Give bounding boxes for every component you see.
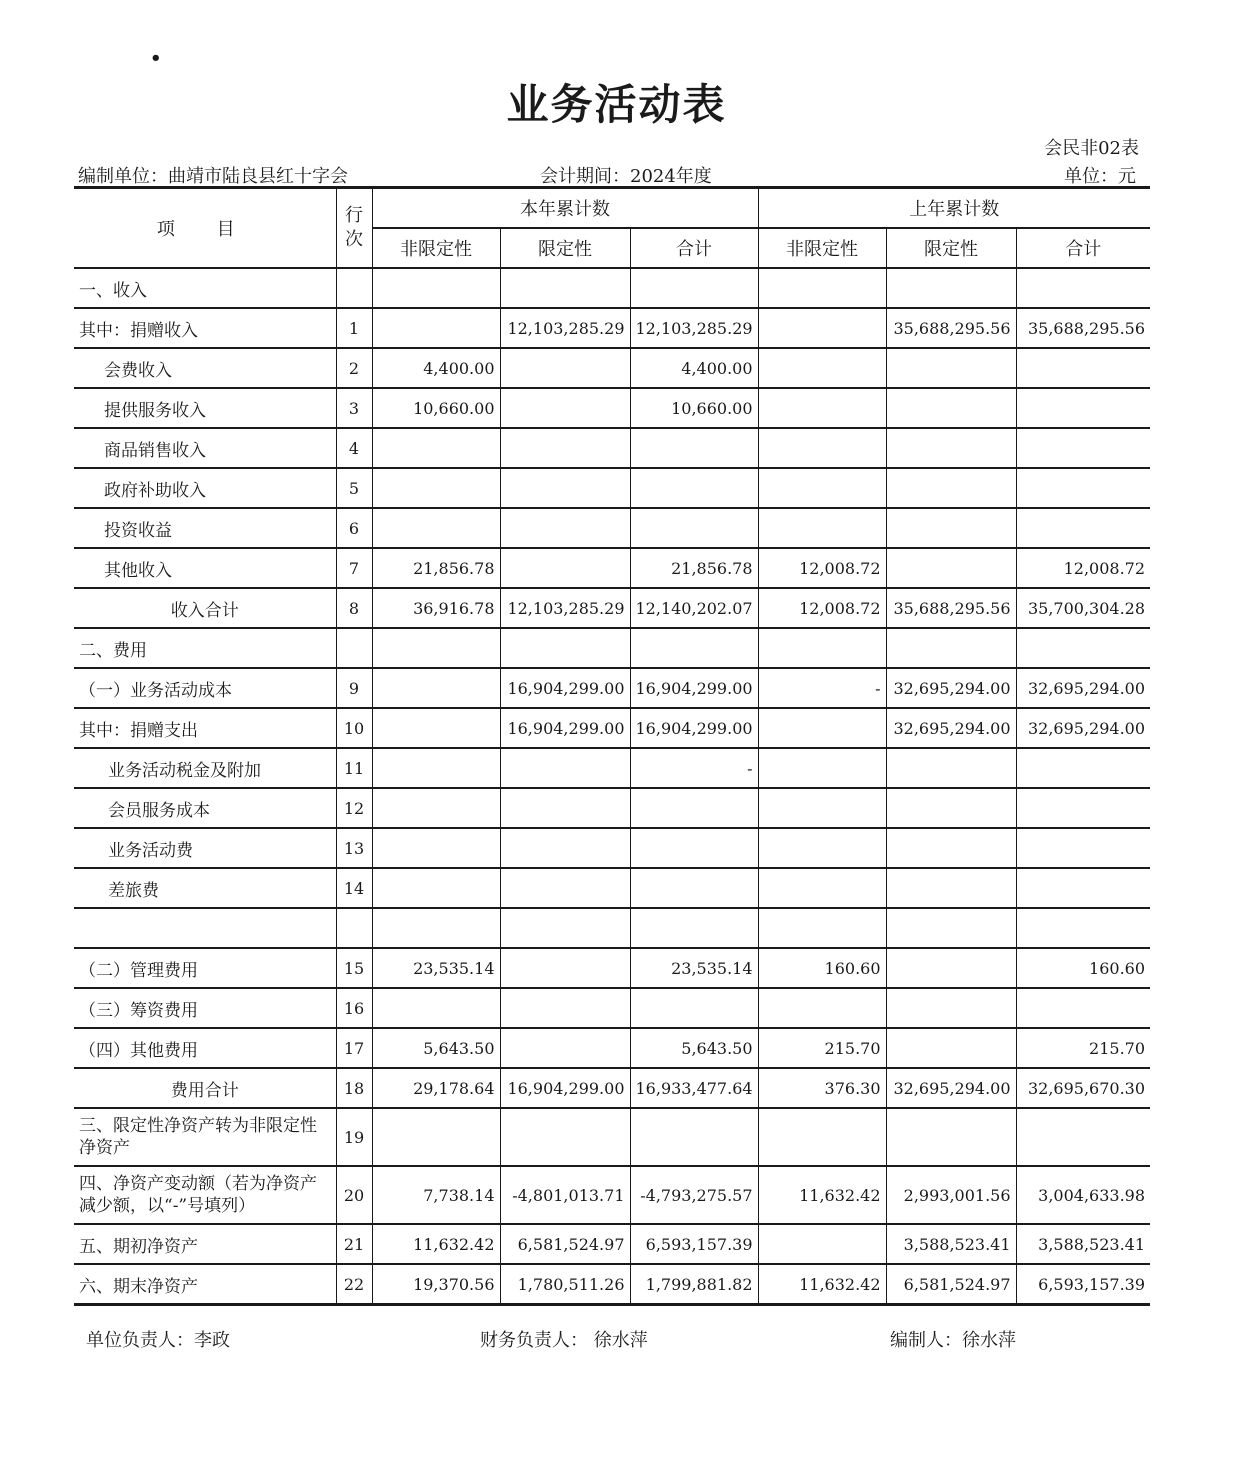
table-row [74, 348, 1150, 388]
cell-current-restricted: -4,801,013.71 [500, 1166, 630, 1224]
table-row [74, 788, 1150, 828]
cell-previous-restricted: 32,695,294.00 [886, 668, 1016, 708]
signature-footer [86, 1326, 1046, 1352]
row-item-label: 其他收入 [74, 548, 336, 588]
table-row [74, 988, 1150, 1028]
cell-previous-total [1016, 628, 1150, 668]
cell-current-total [630, 428, 758, 468]
cell-current-unrestricted: 36,916.78 [372, 588, 500, 628]
cell-previous-restricted [886, 788, 1016, 828]
cell-previous-unrestricted: 11,632.42 [758, 1166, 886, 1224]
cell-current-total [630, 468, 758, 508]
cell-current-total: 21,856.78 [630, 548, 758, 588]
row-item-label: （一）业务活动成本 [74, 668, 336, 708]
table-row [74, 428, 1150, 468]
table-row [74, 708, 1150, 748]
table-row [74, 268, 1150, 308]
cell-current-restricted [500, 1028, 630, 1068]
cell-current-total [630, 268, 758, 308]
row-line-no: 4 [336, 428, 372, 468]
cell-current-restricted [500, 828, 630, 868]
cell-previous-unrestricted [758, 268, 886, 308]
row-item-label: 差旅费 [74, 868, 336, 908]
header-current-year: 本年累计数 [372, 188, 758, 229]
row-line-no: 12 [336, 788, 372, 828]
cell-current-unrestricted: 29,178.64 [372, 1068, 500, 1108]
cell-current-unrestricted [372, 1108, 500, 1166]
header-line-no: 行次 [336, 188, 372, 269]
cell-previous-unrestricted: 11,632.42 [758, 1264, 886, 1305]
cell-current-unrestricted [372, 508, 500, 548]
business-activity-table [74, 186, 1150, 1306]
table-row [74, 508, 1150, 548]
cell-current-unrestricted [372, 628, 500, 668]
finance-head: 财务负责人： 徐水萍 [480, 1330, 648, 1351]
cell-current-total: 1,799,881.82 [630, 1264, 758, 1305]
cell-current-unrestricted: 19,370.56 [372, 1264, 500, 1305]
table-row [74, 1108, 1150, 1166]
header-current-restricted: 限定性 [500, 228, 630, 268]
cell-previous-restricted [886, 1108, 1016, 1166]
cell-previous-restricted: 32,695,294.00 [886, 1068, 1016, 1108]
cell-previous-restricted: 32,695,294.00 [886, 708, 1016, 748]
row-line-no: 19 [336, 1108, 372, 1166]
cell-current-unrestricted: 10,660.00 [372, 388, 500, 428]
cell-current-total [630, 1108, 758, 1166]
row-line-no [336, 628, 372, 668]
table-row [74, 868, 1150, 908]
header-item: 项 目 [74, 188, 336, 269]
cell-current-unrestricted: 23,535.14 [372, 948, 500, 988]
cell-previous-unrestricted: 12,008.72 [758, 588, 886, 628]
row-item-label: 三、限定性净资产转为非限定性净资产 [74, 1108, 336, 1166]
cell-previous-unrestricted [758, 908, 886, 948]
cell-current-total: 16,904,299.00 [630, 708, 758, 748]
cell-current-total: 16,904,299.00 [630, 668, 758, 708]
cell-previous-restricted [886, 548, 1016, 588]
cell-current-total: - [630, 748, 758, 788]
cell-previous-restricted [886, 508, 1016, 548]
cell-previous-total [1016, 388, 1150, 428]
table-row [74, 948, 1150, 988]
meta-row [78, 162, 1148, 188]
cell-current-restricted [500, 548, 630, 588]
cell-current-unrestricted: 21,856.78 [372, 548, 500, 588]
cell-previous-total [1016, 268, 1150, 308]
cell-previous-total: 32,695,670.30 [1016, 1068, 1150, 1108]
cell-current-restricted [500, 748, 630, 788]
cell-current-unrestricted [372, 988, 500, 1028]
row-line-no: 13 [336, 828, 372, 868]
row-line-no: 17 [336, 1028, 372, 1068]
cell-previous-total [1016, 428, 1150, 468]
cell-previous-total: 3,004,633.98 [1016, 1166, 1150, 1224]
table-row [74, 628, 1150, 668]
cell-previous-restricted [886, 468, 1016, 508]
cell-previous-unrestricted [758, 708, 886, 748]
cell-previous-total: 35,700,304.28 [1016, 588, 1150, 628]
row-line-no: 21 [336, 1224, 372, 1264]
cell-previous-unrestricted [758, 988, 886, 1028]
row-item-label: 商品销售收入 [74, 428, 336, 468]
cell-previous-total: 160.60 [1016, 948, 1150, 988]
cell-previous-unrestricted [758, 748, 886, 788]
cell-current-restricted [500, 948, 630, 988]
row-item-label: 费用合计 [74, 1068, 336, 1108]
row-line-no: 9 [336, 668, 372, 708]
row-line-no: 18 [336, 1068, 372, 1108]
cell-previous-unrestricted: 160.60 [758, 948, 886, 988]
row-item-label: 提供服务收入 [74, 388, 336, 428]
row-line-no: 16 [336, 988, 372, 1028]
accounting-period: 会计期间：2024年度 [540, 166, 712, 187]
row-line-no: 3 [336, 388, 372, 428]
cell-current-unrestricted [372, 308, 500, 348]
cell-previous-restricted [886, 388, 1016, 428]
cell-previous-restricted [886, 348, 1016, 388]
cell-current-restricted: 12,103,285.29 [500, 588, 630, 628]
table-row [74, 588, 1150, 628]
cell-previous-total [1016, 468, 1150, 508]
cell-previous-restricted: 35,688,295.56 [886, 308, 1016, 348]
cell-current-total: -4,793,275.57 [630, 1166, 758, 1224]
cell-previous-restricted [886, 828, 1016, 868]
row-item-label: 收入合计 [74, 588, 336, 628]
cell-previous-unrestricted: - [758, 668, 886, 708]
cell-current-unrestricted: 7,738.14 [372, 1166, 500, 1224]
cell-previous-restricted: 6,581,524.97 [886, 1264, 1016, 1305]
cell-current-total [630, 628, 758, 668]
cell-previous-total: 35,688,295.56 [1016, 308, 1150, 348]
header-previous-year: 上年累计数 [758, 188, 1150, 229]
cell-previous-unrestricted [758, 1224, 886, 1264]
cell-previous-total: 215.70 [1016, 1028, 1150, 1068]
cell-current-unrestricted [372, 268, 500, 308]
cell-current-total [630, 988, 758, 1028]
cell-previous-restricted [886, 628, 1016, 668]
header-previous-unrestricted: 非限定性 [758, 228, 886, 268]
cell-current-unrestricted [372, 748, 500, 788]
cell-current-restricted: 1,780,511.26 [500, 1264, 630, 1305]
cell-current-restricted [500, 908, 630, 948]
row-line-no: 22 [336, 1264, 372, 1305]
cell-previous-unrestricted [758, 628, 886, 668]
cell-current-restricted [500, 1108, 630, 1166]
cell-current-unrestricted: 11,632.42 [372, 1224, 500, 1264]
row-line-no: 5 [336, 468, 372, 508]
row-item-label: （四）其他费用 [74, 1028, 336, 1068]
cell-current-unrestricted [372, 788, 500, 828]
cell-previous-unrestricted [758, 828, 886, 868]
cell-previous-unrestricted [758, 348, 886, 388]
cell-current-total [630, 508, 758, 548]
compiling-unit: 编制单位：曲靖市陆良县红十字会 [78, 166, 348, 187]
cell-current-unrestricted [372, 908, 500, 948]
row-line-no: 15 [336, 948, 372, 988]
row-line-no: 8 [336, 588, 372, 628]
table-row [74, 468, 1150, 508]
row-item-label: 六、期末净资产 [74, 1264, 336, 1305]
header-previous-total: 合计 [1016, 228, 1150, 268]
cell-previous-total [1016, 828, 1150, 868]
cell-current-unrestricted [372, 428, 500, 468]
cell-current-restricted [500, 988, 630, 1028]
cell-current-unrestricted [372, 868, 500, 908]
row-item-label: 一、收入 [74, 268, 336, 308]
cell-current-restricted: 16,904,299.00 [500, 668, 630, 708]
cell-previous-restricted [886, 1028, 1016, 1068]
cell-previous-restricted: 35,688,295.56 [886, 588, 1016, 628]
cell-current-unrestricted: 4,400.00 [372, 348, 500, 388]
table-row [74, 748, 1150, 788]
cell-previous-restricted [886, 908, 1016, 948]
cell-current-restricted [500, 508, 630, 548]
row-item-label [74, 908, 336, 948]
cell-current-restricted [500, 628, 630, 668]
cell-current-unrestricted [372, 828, 500, 868]
cell-current-total [630, 868, 758, 908]
cell-previous-restricted [886, 988, 1016, 1028]
cell-current-restricted: 12,103,285.29 [500, 308, 630, 348]
table-row [74, 908, 1150, 948]
cell-current-restricted: 16,904,299.00 [500, 1068, 630, 1108]
cell-previous-unrestricted [758, 508, 886, 548]
cell-previous-unrestricted [758, 788, 886, 828]
cell-current-total [630, 908, 758, 948]
cell-previous-total [1016, 908, 1150, 948]
cell-current-restricted [500, 388, 630, 428]
table-row [74, 1068, 1150, 1108]
cell-current-restricted: 16,904,299.00 [500, 708, 630, 748]
row-item-label: 其中：捐赠支出 [74, 708, 336, 748]
cell-previous-restricted [886, 268, 1016, 308]
row-item-label: 业务活动费 [74, 828, 336, 868]
row-line-no: 1 [336, 308, 372, 348]
row-line-no [336, 268, 372, 308]
row-item-label: 会费收入 [74, 348, 336, 388]
table-row [74, 1224, 1150, 1264]
unit-head: 单位负责人：李政 [86, 1330, 230, 1351]
table-body [74, 268, 1150, 1305]
cell-current-total: 4,400.00 [630, 348, 758, 388]
cell-current-unrestricted: 5,643.50 [372, 1028, 500, 1068]
table-row [74, 828, 1150, 868]
row-item-label: 四、净资产变动额（若为净资产减少额，以“-”号填列） [74, 1166, 336, 1224]
cell-current-restricted [500, 788, 630, 828]
cell-current-restricted: 6,581,524.97 [500, 1224, 630, 1264]
row-line-no: 10 [336, 708, 372, 748]
cell-current-restricted [500, 428, 630, 468]
table-row [74, 1028, 1150, 1068]
page-title: 业务活动表 [506, 80, 727, 129]
cell-current-unrestricted [372, 468, 500, 508]
cell-previous-restricted: 3,588,523.41 [886, 1224, 1016, 1264]
row-item-label: 五、期初净资产 [74, 1224, 336, 1264]
table-row [74, 1166, 1150, 1224]
cell-previous-total: 3,588,523.41 [1016, 1224, 1150, 1264]
cell-previous-restricted [886, 868, 1016, 908]
cell-current-restricted [500, 468, 630, 508]
preparer: 编制人：徐水萍 [890, 1330, 1016, 1351]
cell-previous-total [1016, 788, 1150, 828]
row-item-label: 投资收益 [74, 508, 336, 548]
cell-previous-restricted [886, 948, 1016, 988]
row-line-no: 2 [336, 348, 372, 388]
cell-current-total [630, 788, 758, 828]
cell-current-total: 23,535.14 [630, 948, 758, 988]
cell-current-unrestricted [372, 708, 500, 748]
currency-unit: 单位：元 [1064, 166, 1136, 187]
cell-current-restricted [500, 868, 630, 908]
cell-previous-total [1016, 868, 1150, 908]
cell-previous-unrestricted: 215.70 [758, 1028, 886, 1068]
cell-previous-restricted [886, 748, 1016, 788]
row-line-no: 20 [336, 1166, 372, 1224]
row-item-label: 二、费用 [74, 628, 336, 668]
cell-current-unrestricted [372, 668, 500, 708]
cell-current-restricted [500, 268, 630, 308]
cell-previous-unrestricted [758, 388, 886, 428]
row-line-no: 11 [336, 748, 372, 788]
cell-previous-unrestricted [758, 1108, 886, 1166]
cell-current-total: 10,660.00 [630, 388, 758, 428]
cell-previous-unrestricted [758, 868, 886, 908]
table-row [74, 1264, 1150, 1305]
row-item-label: 会员服务成本 [74, 788, 336, 828]
row-item-label: 政府补助收入 [74, 468, 336, 508]
header-previous-restricted: 限定性 [886, 228, 1016, 268]
cell-current-total: 16,933,477.64 [630, 1068, 758, 1108]
cell-previous-total [1016, 348, 1150, 388]
cell-current-total [630, 828, 758, 868]
header-current-total: 合计 [630, 228, 758, 268]
cell-previous-total [1016, 1108, 1150, 1166]
cell-previous-total [1016, 508, 1150, 548]
cell-previous-total [1016, 988, 1150, 1028]
cell-previous-total: 12,008.72 [1016, 548, 1150, 588]
cell-previous-total [1016, 748, 1150, 788]
cell-previous-unrestricted [758, 308, 886, 348]
cell-current-total: 12,103,285.29 [630, 308, 758, 348]
cell-previous-unrestricted: 12,008.72 [758, 548, 886, 588]
cell-previous-restricted [886, 428, 1016, 468]
row-item-label: （二）管理费用 [74, 948, 336, 988]
cell-current-total: 5,643.50 [630, 1028, 758, 1068]
row-line-no [336, 908, 372, 948]
cell-previous-total: 6,593,157.39 [1016, 1264, 1150, 1305]
table-row [74, 308, 1150, 348]
header-current-unrestricted: 非限定性 [372, 228, 500, 268]
cell-current-restricted [500, 348, 630, 388]
row-line-no: 6 [336, 508, 372, 548]
cell-previous-unrestricted: 376.30 [758, 1068, 886, 1108]
cell-previous-restricted: 2,993,001.56 [886, 1166, 1016, 1224]
corner-mark: • [150, 48, 162, 69]
form-code: 会民非02表 [1044, 138, 1139, 159]
cell-previous-unrestricted [758, 468, 886, 508]
row-item-label: （三）筹资费用 [74, 988, 336, 1028]
cell-previous-total: 32,695,294.00 [1016, 708, 1150, 748]
table-row [74, 668, 1150, 708]
row-line-no: 14 [336, 868, 372, 908]
row-item-label: 业务活动税金及附加 [74, 748, 336, 788]
row-line-no: 7 [336, 548, 372, 588]
table-row [74, 548, 1150, 588]
cell-previous-total: 32,695,294.00 [1016, 668, 1150, 708]
cell-previous-unrestricted [758, 428, 886, 468]
table-row [74, 388, 1150, 428]
cell-current-total: 6,593,157.39 [630, 1224, 758, 1264]
cell-current-total: 12,140,202.07 [630, 588, 758, 628]
row-item-label: 其中：捐赠收入 [74, 308, 336, 348]
